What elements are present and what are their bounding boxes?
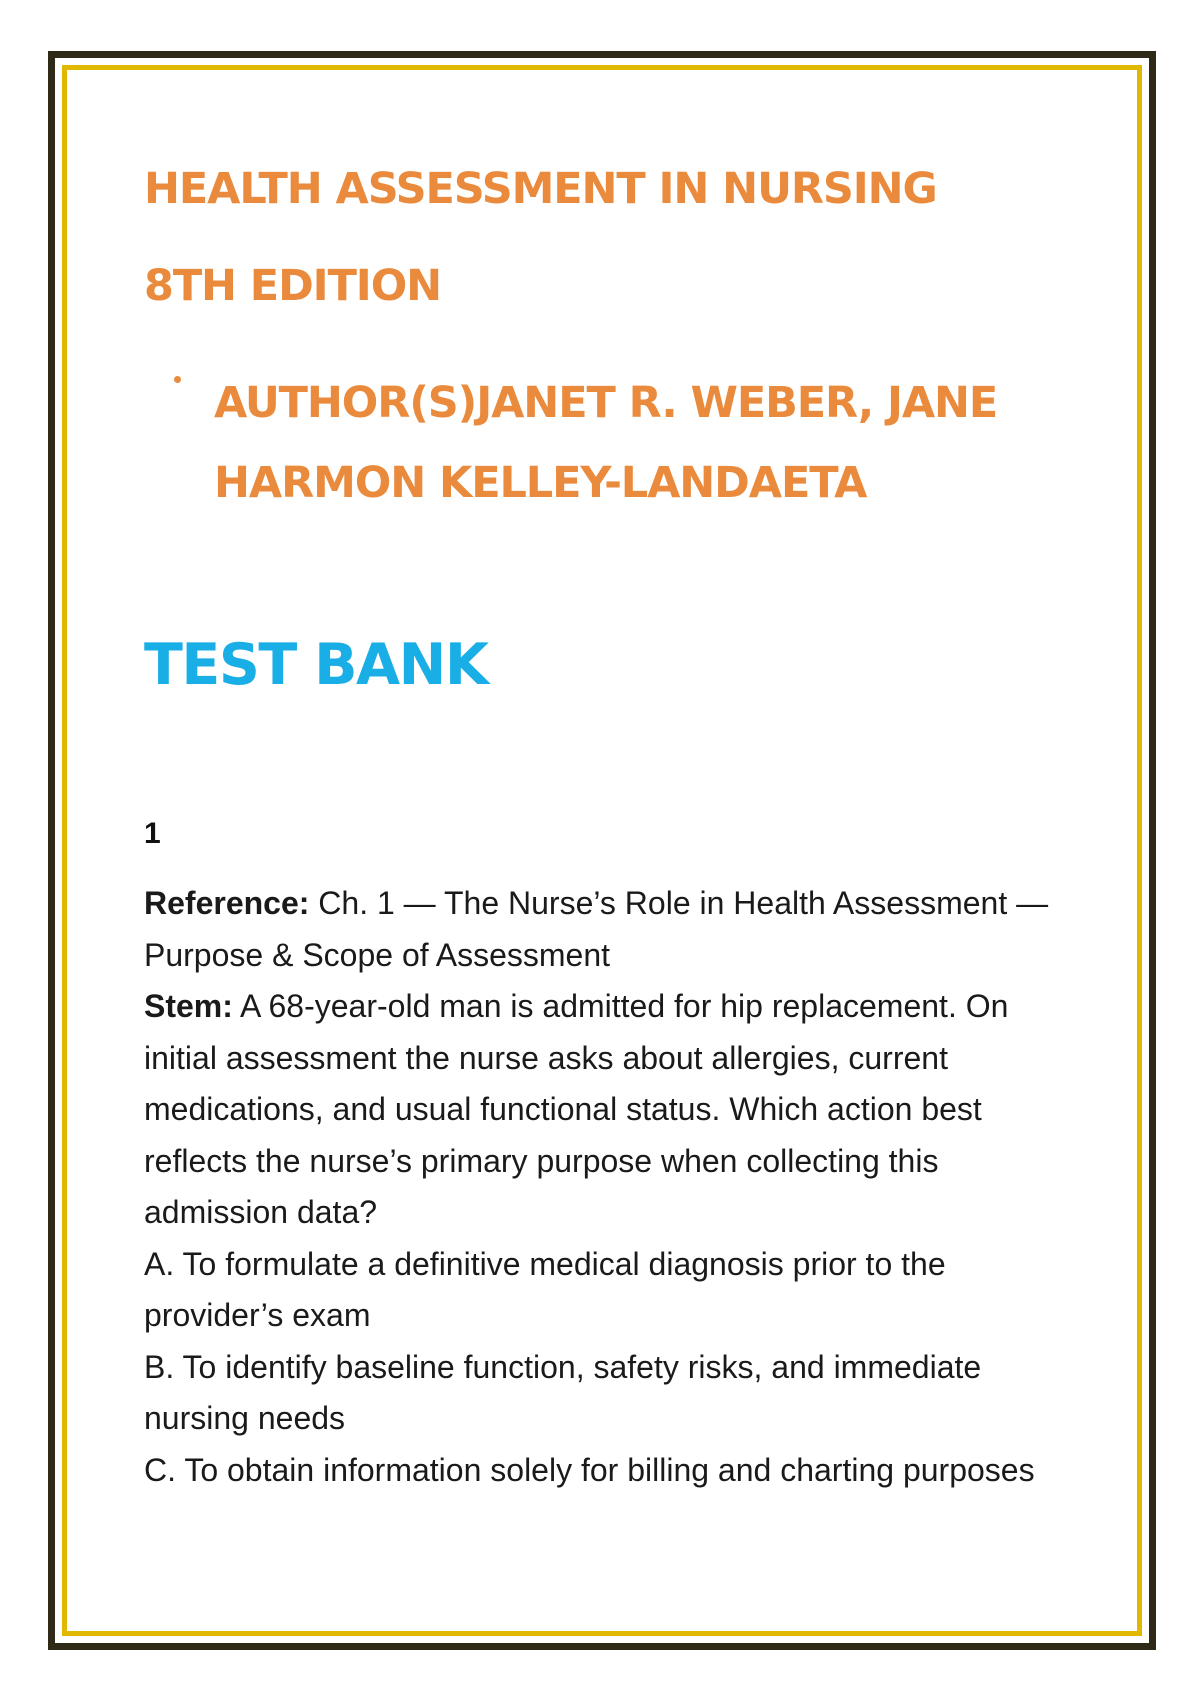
book-title: HEALTH ASSESSMENT IN NURSING	[144, 164, 937, 214]
authors-line: AUTHOR(S)JANET R. WEBER, JANE HARMON KELLEY-LANDAETA	[214, 378, 998, 508]
stem-label: Stem:	[144, 988, 233, 1024]
answer-option-a: A. To formulate a definitive medical diagnosis prior to the provider’s exam	[144, 1245, 946, 1333]
stem-text: A 68-year-old man is admitted for hip replacement. On initial assessment the nurse asks about allergies, current medications, and usual functional status. Which action best reflects the nurse’s primary purpose when collecting this admission data?	[144, 988, 1009, 1230]
test-bank-heading: TEST BANK	[144, 632, 488, 698]
reference-line	[144, 878, 1064, 981]
answer-option-b: B. To identify baseline function, safety risks, and immediate nursing needs	[144, 1348, 982, 1436]
bullet-icon	[174, 376, 181, 383]
question-number: 1	[144, 817, 161, 850]
question-block	[144, 878, 1064, 1496]
edition-label: 8TH EDITION	[144, 261, 442, 311]
reference-label: Reference:	[144, 885, 310, 921]
reference-text: Ch. 1 — The Nurse’s Role in Health Assessment — Purpose & Scope of Assessment	[144, 885, 1049, 973]
answer-option-c: C. To obtain information solely for billing and charting purposes	[144, 1451, 1035, 1488]
stem-line	[144, 981, 1064, 1239]
